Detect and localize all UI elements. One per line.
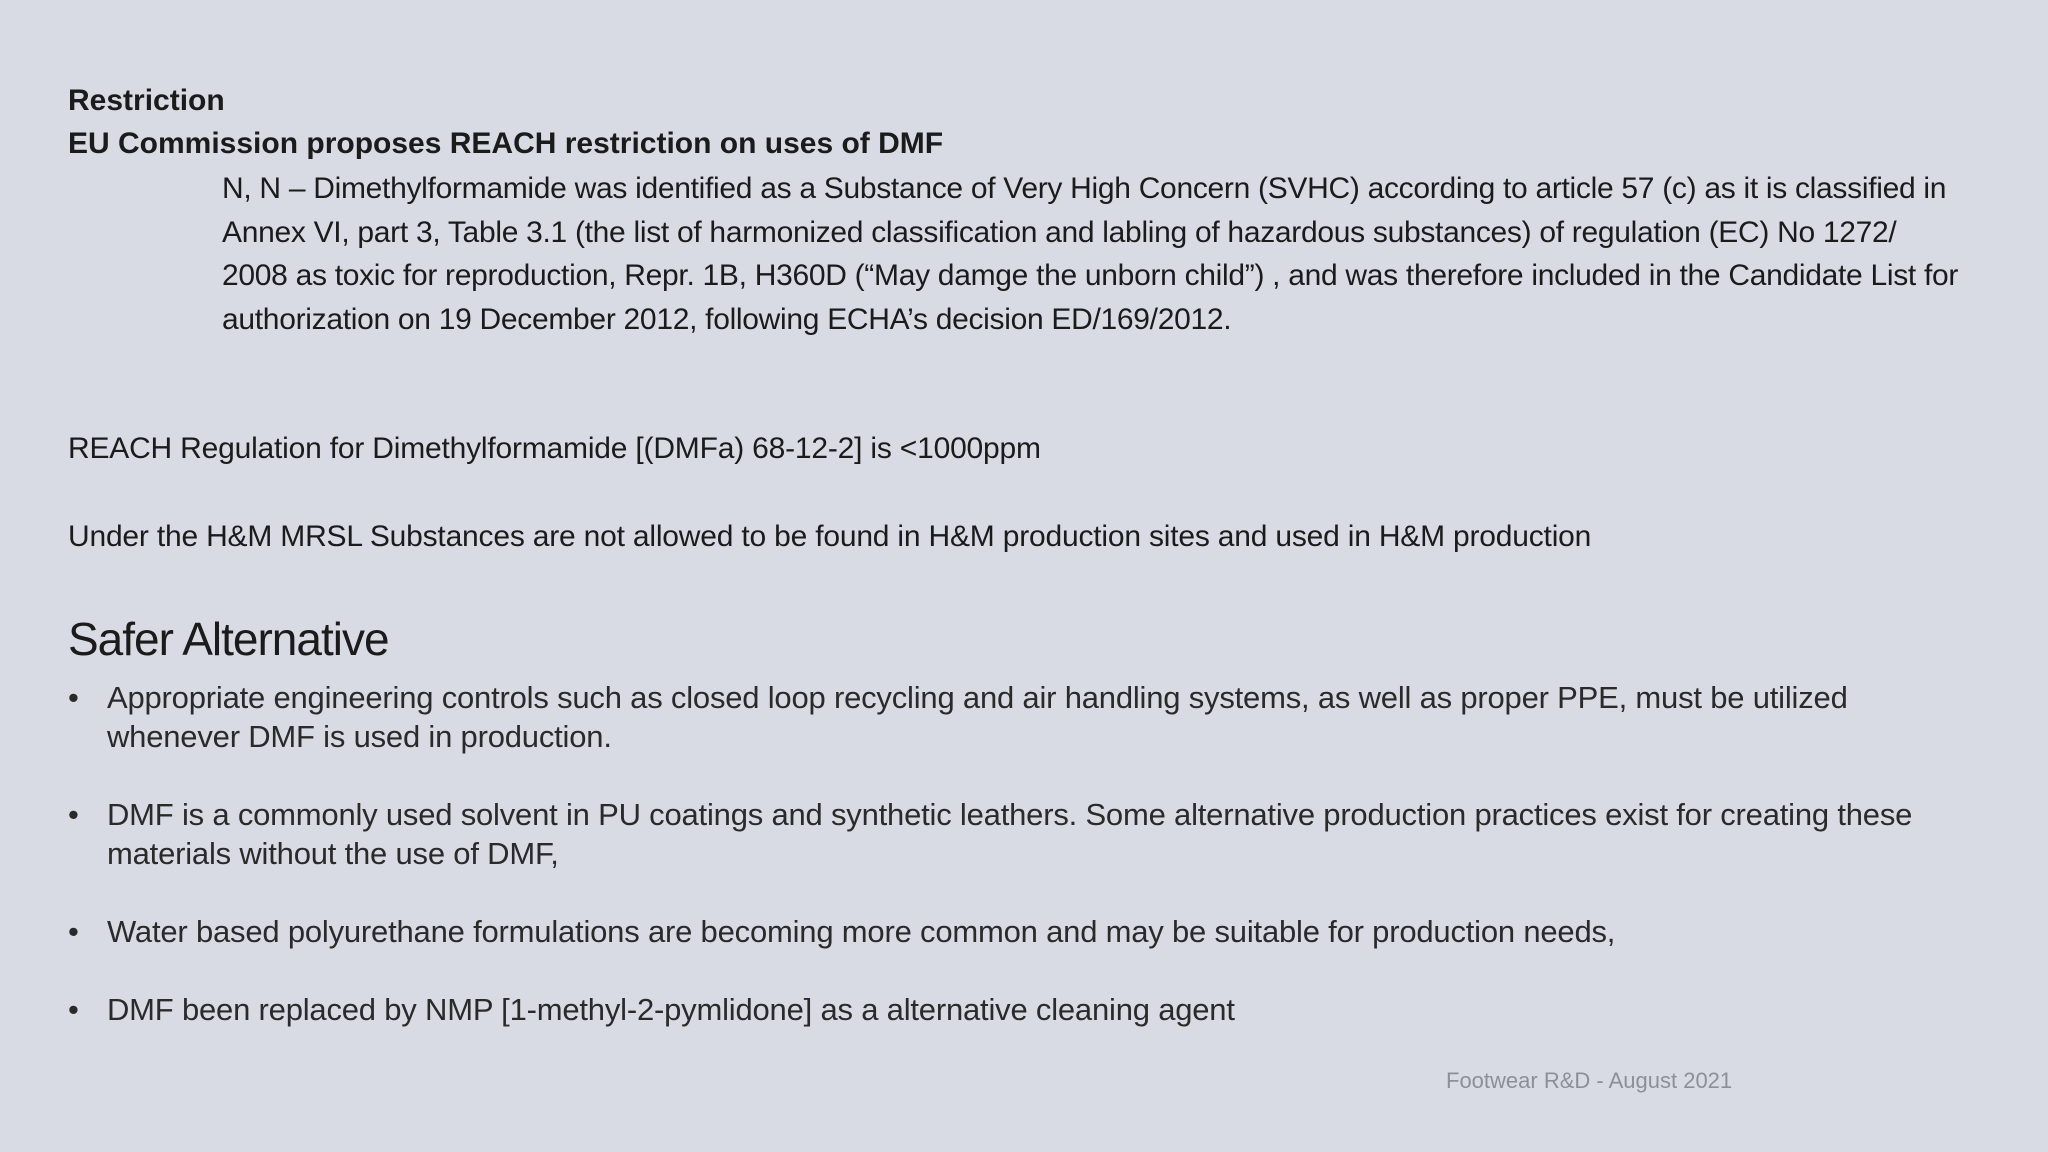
list-item <box>68 912 1968 951</box>
list-item-text: DMF been replaced by NMP [1-methyl-2-pymlidone] as a alternative cleaning agent <box>107 992 1235 1027</box>
bullet-icon: • <box>68 914 79 949</box>
list-item <box>68 990 1968 1029</box>
footer-text: Footwear R&D - August 2021 <box>1446 1068 1733 1093</box>
list-item <box>68 795 1968 873</box>
bullet-icon: • <box>68 992 79 1027</box>
reach-regulation-text: REACH Regulation for Dimethylformamide [(DMFa) 68-12-2] is <1000ppm <box>68 432 1041 465</box>
list-item <box>68 678 1968 756</box>
restriction-label: Restriction <box>68 84 225 117</box>
svhc-paragraph: N, N – Dimethylformamide was identified as a Substance of Very High Concern (SVHC) according to article 57 (c) as it is classified in Annex VI, part 3, Table 3.1 (the list of harmonized classification and labling of hazardous substances) of regulation (EC) No 1272/ 2008 as toxic for reproduction, Repr. 1B, H360D (“May damge the unborn child”) , and was therefore included in the Candidate List for authorization on 19 December 2012, following ECHA’s decision ED/169/2012. <box>222 172 1959 336</box>
bullet-icon: • <box>68 797 79 832</box>
list-item-text: Water based polyurethane formulations are becoming more common and may be suitable for production needs, <box>107 914 1616 949</box>
hm-mrsl-text: Under the H&M MRSL Substances are not allowed to be found in H&M production sites and used in H&M production <box>68 520 1592 553</box>
list-item-text: Appropriate engineering controls such as closed loop recycling and air handling systems, as well as proper PPE, must be utilized whenever DMF is used in production. <box>107 680 1848 754</box>
proposal-heading: EU Commission proposes REACH restriction on uses of DMF <box>68 127 944 160</box>
bullet-icon: • <box>68 680 79 715</box>
safer-alternative-title: Safer Alternative <box>68 613 389 665</box>
safer-alternative-list <box>68 678 1968 1068</box>
list-item-text: DMF is a commonly used solvent in PU coatings and synthetic leathers. Some alternative production practices exist for creating these materials without the use of DMF, <box>107 797 1913 871</box>
